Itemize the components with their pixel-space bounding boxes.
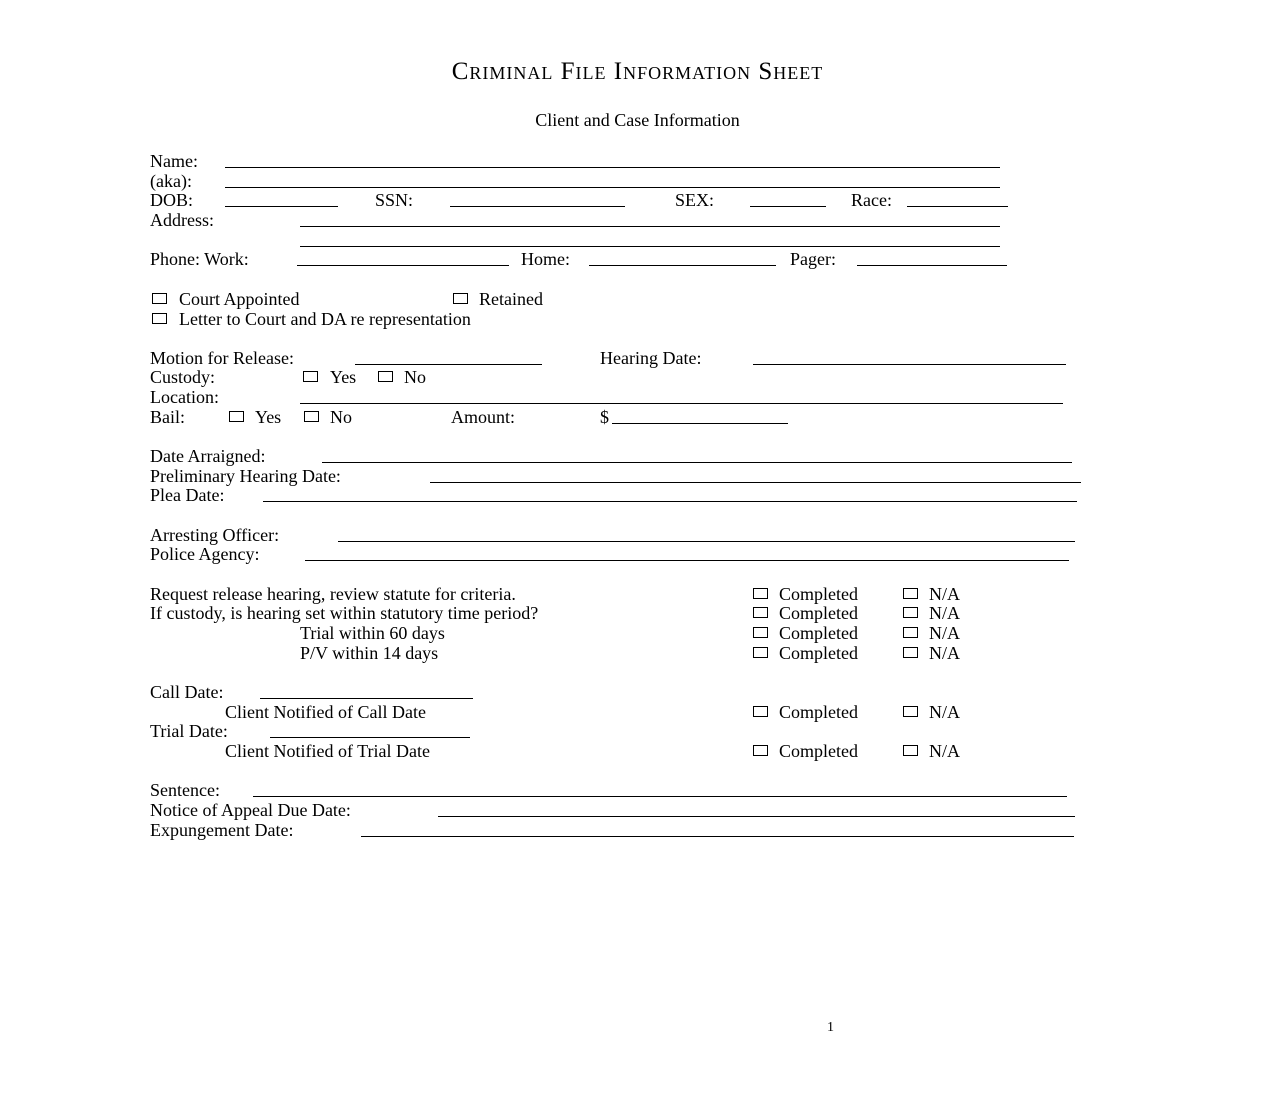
address-field-line-1[interactable]	[300, 226, 1000, 227]
checklist-item: If custody, is hearing set within statutory time period?	[150, 603, 539, 623]
address-field-line-2[interactable]	[300, 246, 1000, 247]
aka-field[interactable]	[225, 187, 1000, 188]
bail-label: Bail:	[150, 407, 185, 427]
custody-yes-label: Yes	[330, 367, 357, 387]
dollar-sign: $	[600, 407, 609, 427]
letter-checkbox[interactable]	[152, 313, 167, 324]
trial-date-label: Trial Date:	[150, 721, 228, 741]
retained-checkbox[interactable]	[453, 293, 468, 304]
checklist-item: Request release hearing, review statute for criteria.	[150, 584, 516, 604]
checklist-item: Trial within 60 days	[300, 623, 445, 643]
hearing-date-label: Hearing Date:	[600, 348, 702, 368]
retained-label: Retained	[479, 289, 543, 309]
na-label: N/A	[929, 584, 960, 604]
trial-date-field[interactable]	[270, 737, 470, 738]
date-arraigned-field[interactable]	[322, 462, 1072, 463]
form-title: Criminal File Information Sheet	[451, 58, 824, 85]
home-phone-label: Home:	[521, 249, 570, 269]
custody-yes-checkbox[interactable]	[303, 371, 318, 382]
ssn-field[interactable]	[450, 206, 625, 207]
phone-work-label: Phone: Work:	[150, 249, 249, 269]
expungement-label: Expungement Date:	[150, 820, 294, 840]
letter-label: Letter to Court and DA re representation	[179, 309, 471, 329]
completed-label: Completed	[779, 584, 858, 604]
motion-release-label: Motion for Release:	[150, 348, 294, 368]
location-field[interactable]	[300, 403, 1063, 404]
na-checkbox[interactable]	[903, 627, 918, 638]
sentence-field[interactable]	[253, 796, 1067, 797]
sex-label: SEX:	[675, 190, 715, 210]
location-label: Location:	[150, 387, 219, 407]
trial-notified-na-checkbox[interactable]	[903, 745, 918, 756]
na-label: N/A	[929, 623, 960, 643]
completed-label: Completed	[779, 643, 858, 663]
completed-checkbox[interactable]	[753, 647, 768, 658]
custody-no-checkbox[interactable]	[378, 371, 393, 382]
arresting-officer-label: Arresting Officer:	[150, 525, 280, 545]
police-agency-label: Police Agency:	[150, 544, 260, 564]
completed-label: Completed	[779, 603, 858, 623]
address-label: Address:	[150, 210, 214, 230]
name-field[interactable]	[225, 167, 1000, 168]
name-label: Name:	[150, 151, 198, 171]
arresting-officer-field[interactable]	[338, 541, 1075, 542]
phone-work-field[interactable]	[297, 265, 509, 266]
client-notified-trial-label: Client Notified of Trial Date	[225, 741, 430, 761]
trial-notified-completed-checkbox[interactable]	[753, 745, 768, 756]
police-agency-field[interactable]	[305, 560, 1069, 561]
race-label: Race:	[851, 190, 892, 210]
sentence-label: Sentence:	[150, 780, 220, 800]
na-label: N/A	[929, 702, 960, 722]
ssn-label: SSN:	[375, 190, 414, 210]
bail-yes-checkbox[interactable]	[229, 411, 244, 422]
sex-field[interactable]	[750, 206, 826, 207]
plea-date-label: Plea Date:	[150, 485, 225, 505]
checklist-item: P/V within 14 days	[300, 643, 439, 663]
form-subtitle: Client and Case Information	[535, 110, 740, 130]
hearing-date-field[interactable]	[753, 364, 1066, 365]
expungement-field[interactable]	[361, 836, 1074, 837]
call-notified-completed-checkbox[interactable]	[753, 706, 768, 717]
pager-label: Pager:	[790, 249, 836, 269]
plea-date-field[interactable]	[263, 501, 1077, 502]
amount-label: Amount:	[451, 407, 516, 427]
pager-field[interactable]	[857, 265, 1007, 266]
preliminary-hearing-field[interactable]	[430, 482, 1081, 483]
home-phone-field[interactable]	[589, 265, 776, 266]
call-notified-na-checkbox[interactable]	[903, 706, 918, 717]
motion-release-field[interactable]	[355, 364, 542, 365]
na-label: N/A	[929, 603, 960, 623]
completed-label: Completed	[779, 702, 858, 722]
bail-no-label: No	[330, 407, 352, 427]
completed-checkbox[interactable]	[753, 627, 768, 638]
na-checkbox[interactable]	[903, 607, 918, 618]
bail-amount-field[interactable]	[612, 423, 788, 424]
bail-yes-label: Yes	[255, 407, 282, 427]
completed-label: Completed	[779, 623, 858, 643]
completed-checkbox[interactable]	[753, 607, 768, 618]
court-appointed-checkbox[interactable]	[152, 293, 167, 304]
na-label: N/A	[929, 643, 960, 663]
na-checkbox[interactable]	[903, 588, 918, 599]
date-arraigned-label: Date Arraigned:	[150, 446, 266, 466]
completed-label: Completed	[779, 741, 858, 761]
completed-checkbox[interactable]	[753, 588, 768, 599]
bail-no-checkbox[interactable]	[304, 411, 319, 422]
preliminary-hearing-label: Preliminary Hearing Date:	[150, 466, 341, 486]
client-notified-call-label: Client Notified of Call Date	[225, 702, 426, 722]
call-date-field[interactable]	[260, 698, 473, 699]
na-label: N/A	[929, 741, 960, 761]
aka-label: (aka):	[150, 171, 192, 191]
appeal-due-label: Notice of Appeal Due Date:	[150, 800, 351, 820]
race-field[interactable]	[907, 206, 1008, 207]
dob-field[interactable]	[225, 206, 338, 207]
appeal-due-field[interactable]	[438, 816, 1075, 817]
court-appointed-label: Court Appointed	[179, 289, 300, 309]
call-date-label: Call Date:	[150, 682, 224, 702]
dob-label: DOB:	[150, 190, 194, 210]
custody-label: Custody:	[150, 367, 216, 387]
custody-no-label: No	[404, 367, 426, 387]
page-number: 1	[827, 1020, 834, 1035]
na-checkbox[interactable]	[903, 647, 918, 658]
